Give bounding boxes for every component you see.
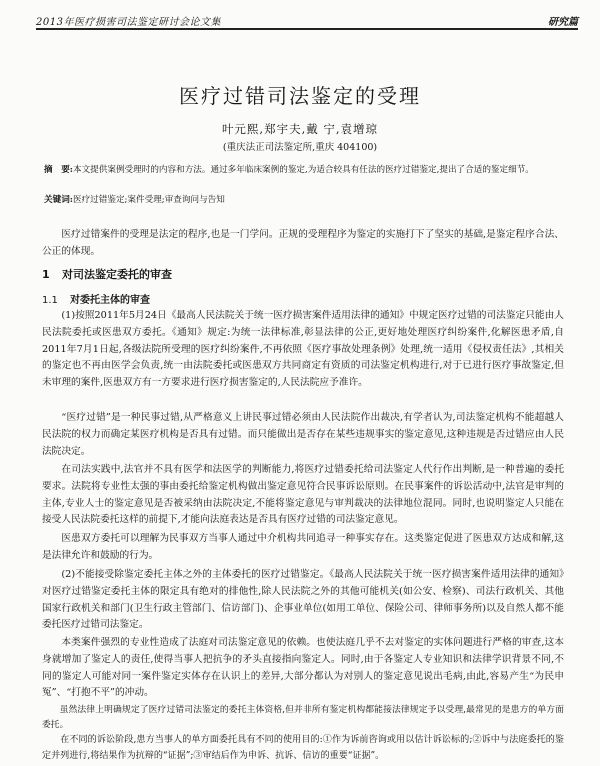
section-heading (42, 266, 172, 282)
body-paragraph: (2)不能接受除鉴定委托主体之外的主体委托的医疗过错鉴定。《最高人民法院关于统一医疗损害案件适用法律的通知》对医疗过错鉴定委托主体的限定具有绝对的排他性,除人民法院之外的其他可能机关(如公安、检察)、司法行政机关、其他国家行政机关和部门(卫生行政主管部门、信访部门)、企事业单位(如用工单位、保险公司、律师事务所)以及自然人都不能委托医疗过错司法鉴定。 (42, 569, 564, 631)
body-paragraph: 医患双方委托可以理解为民事双方当事人通过中介机构共同追寻一种事实存在。这类鉴定促进了医患双方达成和解,这是法律允许和鼓励的行为。 (42, 533, 564, 561)
subsection-number: 1.1 (42, 295, 58, 306)
body-paragraph: 本类案件强烈的专业性造成了法庭对司法鉴定意见的依赖。也使法庭几乎不去对鉴定的实体问题进行严格的审查,这本身就增加了鉴定人的责任,使得当事人把抗争的矛头直接指向鉴定人。同时,由于各鉴定人专业知识和法律学识背景不同,不同的鉴定人可能对同一案件鉴定实体存在认识上的差异,大部分都认为对别人的鉴定意见说出毛病,由此,容易产生“为民申冤”、“打抱不平”的冲动。 (42, 637, 564, 699)
keywords-label: 关键词: (44, 195, 73, 205)
section-number: 1 (42, 268, 50, 281)
keywords-text: 医疗过错鉴定;案件受理;审查询问与告知 (72, 195, 225, 205)
paper-title: 医疗过错司法鉴定的受理 (179, 84, 421, 108)
body-paragraph: 在不同的诉讼阶段,患方当事人的单方面委托具有不同的使用目的:①作为诉前咨询或用以估计诉讼标的;②诉中与法庭委托的鉴定并列进行,将结果作为抗辩的“证据”;③审结后作为申诉、抗诉、信访的重要“证据”。 (42, 735, 564, 761)
body-paragraph: “医疗过错”是一种民事过错,从严格意义上讲民事过错必须由人民法院作出裁决,有学者认为,司法鉴定机构不能超越人民法院的权力而确定某医疗机构是否具有过错。而只能做出是否存在某些违规事实的鉴定意见,这种违规是否过错应由人民法院决定。 (42, 412, 564, 457)
body-paragraph: 虽然法律上明确规定了医疗过错司法鉴定的委托主体资格,但并非所有鉴定机构都能接法律规定予以受理,最常见的是患方的单方面委托。 (42, 705, 564, 730)
section-title: 对司法鉴定委托的审查 (62, 268, 172, 281)
running-header (36, 12, 578, 30)
abstract-label: 摘 要: (44, 165, 73, 175)
section-name: 研究篇 (548, 17, 578, 28)
subsection-title: 对委托主体的审查 (70, 295, 150, 306)
conference-name: 2013年医疗损害司法鉴定研讨会论文集 (36, 17, 221, 28)
abstract-text: 本文提供案例受理时的内容和方法。通过多年临床案例的鉴定,为适合较具有任法的医疗过错鉴定,提出了合适的鉴定细节。 (72, 165, 534, 175)
subsection-heading (42, 291, 150, 306)
intro-paragraph: 医疗过错案件的受理是法定的程序,也是一门学问。正规的受理程序为鉴定的实施打下了坚实的基础,是鉴定程序合法、公正的体现。 (42, 229, 564, 257)
keywords (44, 193, 562, 207)
abstract (44, 163, 562, 177)
affiliation: (重庆法正司法鉴定所,重庆 404100) (222, 142, 378, 153)
author-list: 叶元熙,郑宇夫,戴 宁,袁增琼 (221, 122, 379, 136)
body-paragraph: 在司法实践中,法官并不具有医学和法医学的判断能力,将医疗过错委托给司法鉴定人代行作出判断,是一种普遍的委托要求。法院将专业性太强的事由委托给鉴定机构做出鉴定意见符合民事诉讼原则。在民事案件的诉讼活动中,法官是审判的主体,专业人士的鉴定意见是否被采纳由法院决定,不能将鉴定意见与审判裁决的法律地位混同。同时,也说明鉴定人只能在接受人民法院委托这样的前提下,才能向法庭表达是否具有医疗过错的司法鉴定意见。 (42, 464, 564, 526)
body-paragraph: (1)按照2011年5月24日《最高人民法院关于统一医疗损害案件适用法律的通知》中规定医疗过错的司法鉴定只能由人民法院委托或医患双方委托。《通知》规定:为统一法律标准,彰显法律的公正,更好地处理医疗纠纷案件,化解医患矛盾,自2011年7月1日起,各级法院所受理的医疗纠纷案件,不再依照《医疗事故处理条例》处理,统一适用《侵权责任法》,其相关的鉴定也不再由医学会负责,统一由法院委托或医患双方共同商定有资质的司法鉴定机构进行,对于已进行医疗事故鉴定,但未审理的案件,医患双方有一方要求进行医疗损害鉴定的,人民法院应予准许。 (42, 310, 564, 389)
